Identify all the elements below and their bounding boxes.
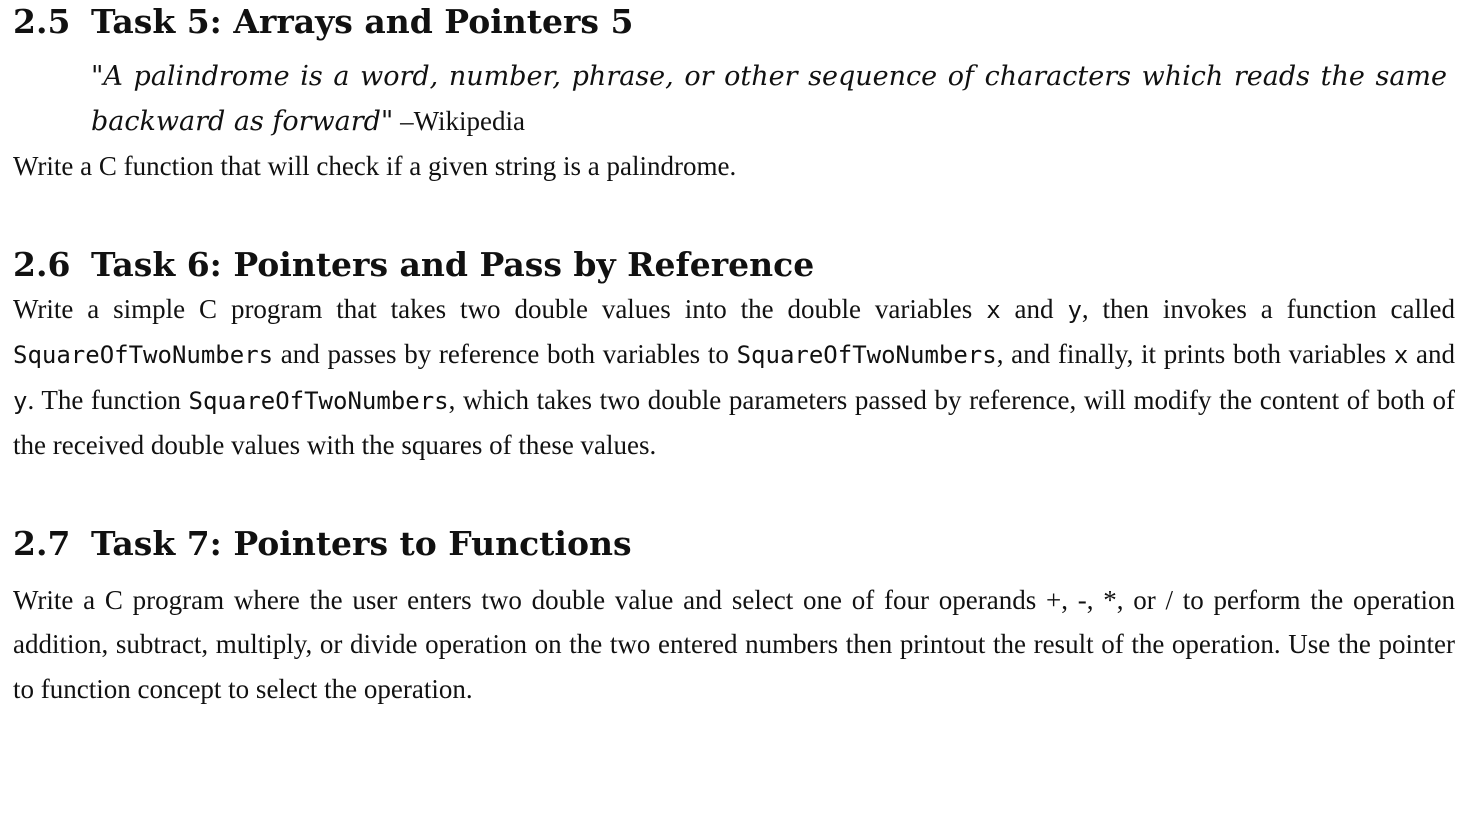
section-title: Task 5: Arrays and Pointers 5 [91,2,634,41]
code-y: y [1067,295,1082,324]
section-heading [13,243,1455,287]
section-title: Task 7: Pointers to Functions [91,523,632,563]
code-x: x [1393,341,1409,369]
task-7-description: Write a C program where the user enters two double value and select one of four operands +, -, *, or / to perform the operation addition, subtract, multiply, or divide operation on the two entered numbers then printout the result of the operation. Use the pointer to function concept to select the operation. [13,584,1455,704]
code-function-name: SquareOfTwoNumbers [188,386,449,415]
section-2-5 [13,0,1455,189]
task-5-description: Write a C function that will check if a given string is a palindrome. [13,151,737,181]
text-run: , then invokes a function called [1081,293,1455,324]
text-run: and [1000,293,1068,324]
section-number: 2.6 [13,244,71,284]
text-run: . The function [27,384,189,415]
section-2-6 [13,243,1455,468]
code-function-name: SquareOfTwoNumbers [736,341,997,369]
task-6-description [13,287,1455,468]
section-number: 2.5 [13,2,71,41]
text-run: Write a simple C program that takes two double values into the double variables [13,293,987,324]
section-title: Task 6: Pointers and Pass by Reference [91,244,815,284]
section-heading [13,522,1455,566]
code-x: x [986,295,1001,324]
code-y: y [13,386,28,415]
section-2-7 [13,522,1455,712]
document-page [13,0,1455,711]
text-run: , which takes two double parameters passed by reference, will modify the content of both of the received double values with the squares of these values. [13,384,1456,460]
section-heading [13,0,1455,44]
text-run: and [1408,339,1456,369]
quote-source: –Wikipedia [393,106,525,136]
wikipedia-quote [91,55,1447,144]
section-number: 2.7 [13,523,71,563]
quote-text: "A palindrome is a word, number, phrase, or other sequence of characters which reads the same backward as forward" [91,61,1447,137]
text-run: , and finally, it prints both variables [996,339,1394,369]
text-run: and passes by reference both variables to [273,339,737,369]
code-function-name: SquareOfTwoNumbers [13,341,274,369]
